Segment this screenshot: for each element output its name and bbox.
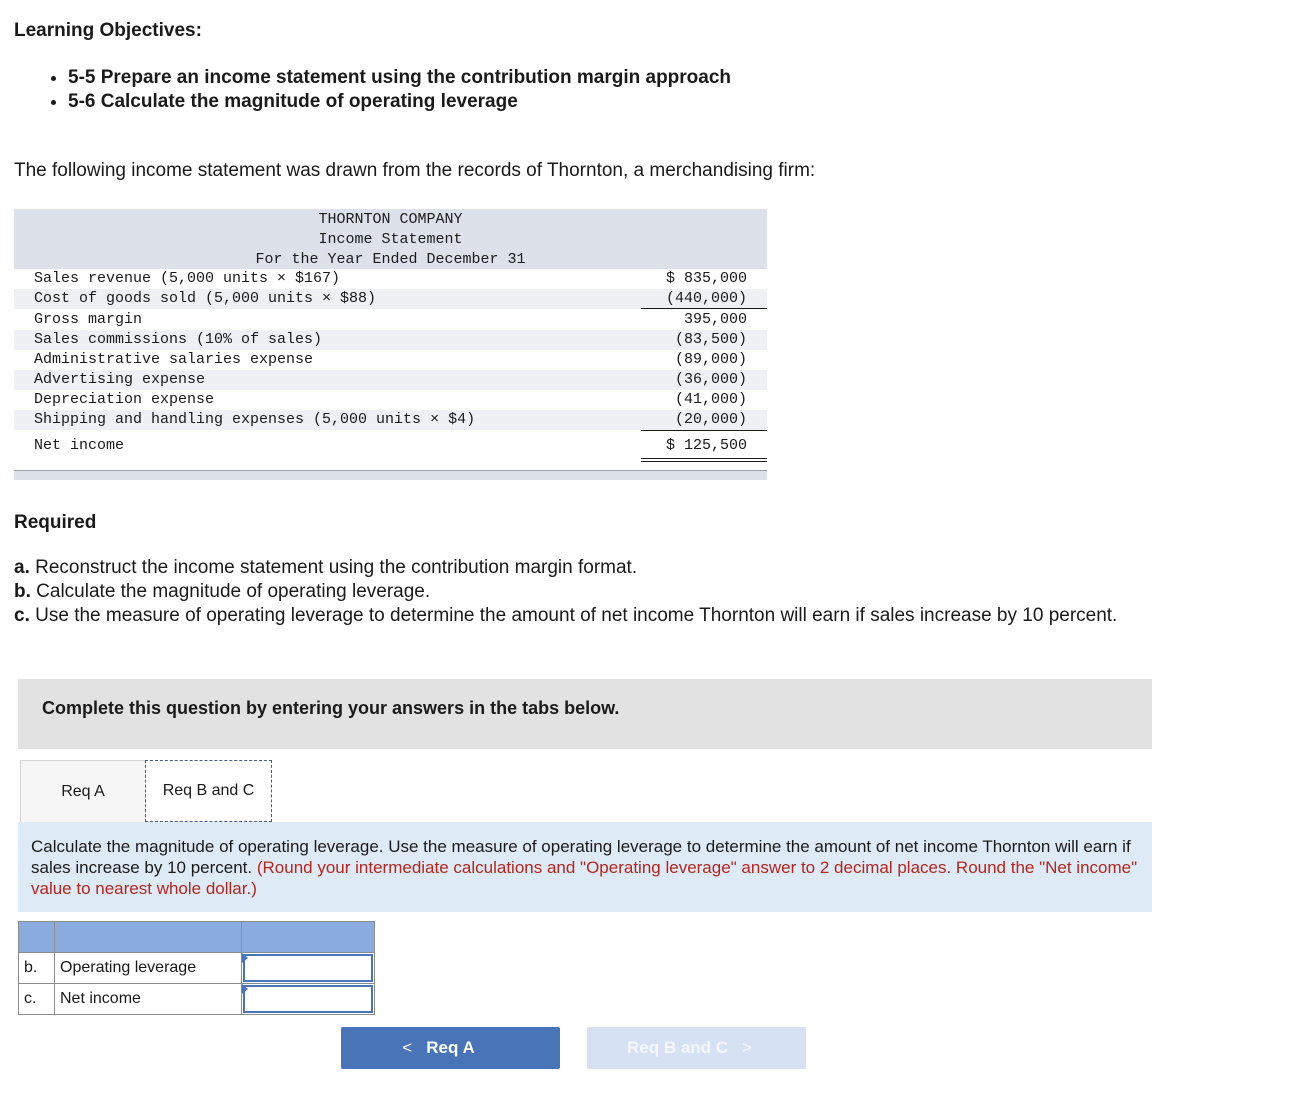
statement-row: [14, 436, 767, 456]
statement-row: [14, 310, 767, 330]
statement-row: [14, 269, 767, 289]
table-row: [19, 984, 375, 1015]
required-item: [14, 604, 1117, 628]
statement-row: [14, 390, 767, 410]
statement-row: [14, 350, 767, 370]
row-key: b.: [19, 953, 55, 984]
required-list: [14, 556, 1117, 628]
required-item: [14, 580, 1117, 604]
row-label: Sales commissions (10% of sales): [34, 331, 323, 348]
panel-text: Complete this question by entering your answers in the tabs below.: [42, 698, 620, 718]
chevron-left-icon: <: [402, 1038, 413, 1057]
row-label: Advertising expense: [34, 371, 206, 388]
item-text: Use the measure of operating leverage to determine the amount of net income Thornton will earn if sales increase by 10 percent.: [29, 605, 1118, 626]
prev-button[interactable]: [341, 1027, 560, 1069]
intro-text: The following income statement was drawn from the records of Thornton, a merchandising firm:: [14, 160, 816, 181]
header-cell: [55, 922, 242, 953]
tab-req-a[interactable]: Req A: [20, 760, 146, 823]
total-double-underline: [641, 458, 767, 459]
statement-title: Income Statement: [318, 231, 463, 248]
row-value: (20,000): [674, 411, 747, 428]
chevron-right-icon: >: [742, 1038, 752, 1057]
row-label: Operating leverage: [55, 953, 242, 984]
cell-marker-icon: [242, 953, 248, 963]
income-statement: [14, 209, 767, 479]
item-text: Calculate the magnitude of operating leverage.: [30, 581, 431, 602]
statement-header: [14, 209, 767, 269]
row-label: Net income: [34, 437, 125, 454]
statement-row: [14, 330, 767, 350]
row-value: $ 125,500: [665, 437, 747, 454]
row-label: Shipping and handling expenses (5,000 units × $4): [34, 411, 476, 428]
next-button-label: Req B and C: [627, 1038, 729, 1057]
item-key: b.: [14, 581, 31, 602]
instructions-text: [31, 836, 1146, 899]
subtotal-underline: [641, 308, 767, 309]
statement-row: [14, 410, 767, 430]
item-key: c.: [14, 605, 30, 626]
prev-button-label: Req A: [426, 1038, 475, 1057]
objective-item: • 5-5 Prepare an income statement using the contribution margin approach: [68, 66, 731, 90]
row-value: (83,500): [674, 331, 747, 348]
instruction-panel: [18, 679, 1152, 749]
instructions-note: (Round your intermediate calculations and "Operating leverage" answer to 2 decimal places. Round the "Net income" value to nearest whole dollar.): [31, 858, 1138, 898]
row-label: Depreciation expense: [34, 391, 215, 408]
operating-leverage-input[interactable]: [243, 954, 373, 982]
total-double-underline: [641, 461, 767, 462]
subtotal-underline: [641, 430, 767, 431]
answer-table-header: [19, 922, 375, 953]
row-label: Sales revenue (5,000 units × $167): [34, 270, 341, 287]
row-key: c.: [19, 984, 55, 1015]
statement-footer: [14, 470, 767, 480]
row-value: (440,000): [665, 290, 747, 307]
row-label: Administrative salaries expense: [34, 351, 314, 368]
item-key: a.: [14, 557, 30, 578]
row-label: Net income: [55, 984, 242, 1015]
learning-objectives-list: [44, 66, 731, 114]
row-value: (89,000): [674, 351, 747, 368]
objective-item: • 5-6 Calculate the magnitude of operating leverage: [68, 90, 731, 114]
table-row: [19, 953, 375, 984]
row-value: (41,000): [674, 391, 747, 408]
header-cell: [242, 922, 375, 953]
required-item: [14, 556, 1117, 580]
statement-row: [14, 289, 767, 309]
statement-period: For the Year Ended December 31: [255, 251, 526, 268]
tab-req-b-and-c[interactable]: Req B and C: [145, 760, 272, 822]
tab-instructions: [18, 822, 1152, 912]
row-value: 395,000: [683, 311, 747, 328]
row-value: $ 835,000: [665, 270, 747, 287]
header-cell: [19, 922, 55, 953]
next-button[interactable]: [587, 1027, 806, 1069]
required-title: Required: [14, 512, 97, 533]
answer-cell: [242, 984, 375, 1015]
net-income-input[interactable]: [243, 985, 373, 1013]
learning-objectives-title: Learning Objectives:: [14, 20, 202, 41]
cell-marker-icon: [242, 984, 248, 994]
statement-row: [14, 370, 767, 390]
item-text: Reconstruct the income statement using the contribution margin format.: [29, 557, 638, 578]
row-value: (36,000): [674, 371, 747, 388]
row-label: Cost of goods sold (5,000 units × $88): [34, 290, 377, 307]
answer-table: [18, 921, 375, 1015]
answer-cell: [242, 953, 375, 984]
instructions-main: Calculate the magnitude of operating leverage. Use the measure of operating leverage to determine the amount of net income Thornton will earn if sales increase by 10 percent.: [31, 837, 1131, 877]
company-name: THORNTON COMPANY: [318, 211, 463, 228]
row-label: Gross margin: [34, 311, 143, 328]
